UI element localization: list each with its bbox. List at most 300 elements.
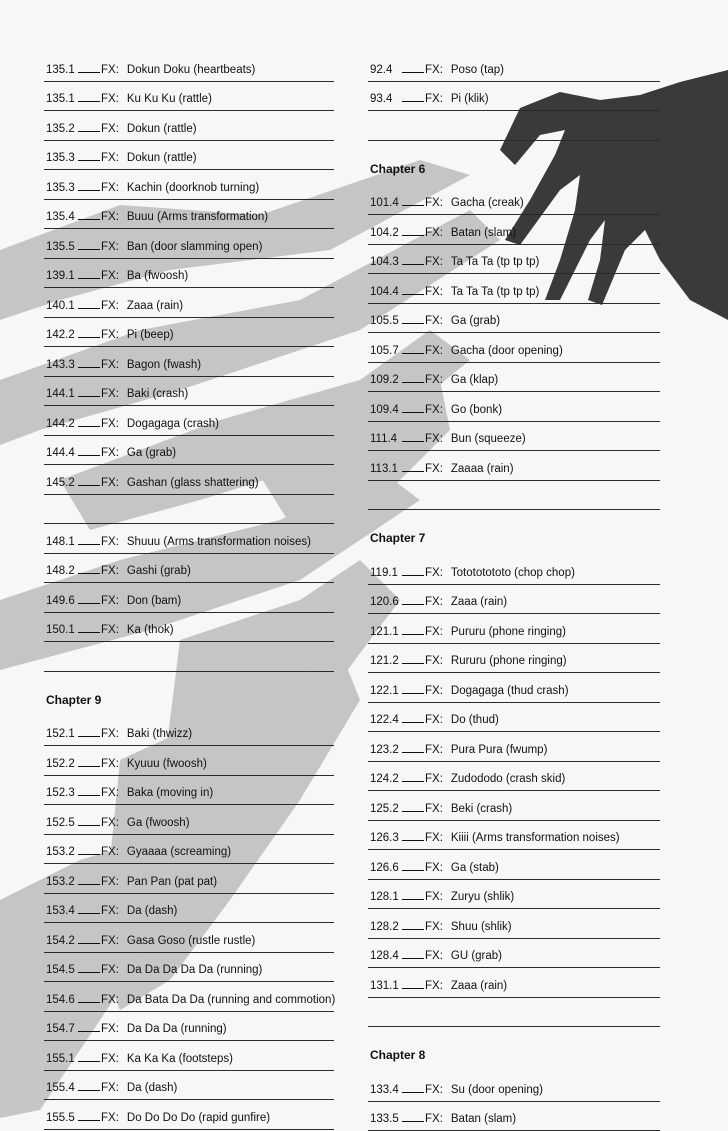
dash-line (78, 884, 100, 885)
fx-row (368, 909, 660, 939)
fx-translation: Pan Pan (pat pat) (127, 876, 217, 889)
page-panel-number: 135.5 (46, 241, 78, 254)
dash-line (78, 603, 100, 604)
dash-line (402, 988, 424, 989)
chapter-heading (44, 672, 334, 717)
fx-translation: Ga (fwoosh) (127, 817, 190, 830)
fx-row (368, 304, 660, 334)
dash-line (402, 412, 424, 413)
fx-label: FX: (425, 286, 443, 299)
fx-label: FX: (101, 270, 119, 283)
page-panel-number: 125.2 (370, 803, 402, 816)
fx-label: FX: (101, 624, 119, 637)
fx-label: FX: (101, 1082, 119, 1095)
fx-translation: Poso (tap) (451, 64, 504, 77)
fx-translation: Kiiii (Arms transformation noises) (451, 832, 620, 845)
fx-label: FX: (425, 463, 443, 476)
dash-line (402, 575, 424, 576)
page-panel-number: 154.6 (46, 994, 78, 1007)
fx-translation: Da (dash) (127, 905, 178, 918)
dash-line (78, 795, 100, 796)
fx-translation: Pi (klik) (451, 93, 489, 106)
fx-label: FX: (101, 418, 119, 431)
page-panel-number: 135.3 (46, 152, 78, 165)
fx-translation: Do (thud) (451, 714, 499, 727)
page-panel-number: 109.4 (370, 404, 402, 417)
fx-row (368, 363, 660, 393)
dash-line (78, 367, 100, 368)
dash-line (78, 766, 100, 767)
fx-label: FX: (425, 773, 443, 786)
fx-row (44, 524, 334, 554)
fx-row (368, 186, 660, 216)
blank-line (368, 481, 660, 511)
dash-line (78, 308, 100, 309)
fx-row (44, 776, 334, 806)
fx-translation: Gashan (glass shattering) (127, 477, 259, 490)
page-panel-number: 109.2 (370, 374, 402, 387)
fx-label: FX: (101, 876, 119, 889)
dash-line (78, 426, 100, 427)
fx-translation: Da Da Da Da Da (running) (127, 964, 263, 977)
page-panel-number: 126.3 (370, 832, 402, 845)
dash-line (78, 1031, 100, 1032)
fx-label: FX: (425, 891, 443, 904)
page-panel-number: 144.2 (46, 418, 78, 431)
fx-row (368, 762, 660, 792)
page-panel-number: 124.2 (370, 773, 402, 786)
fx-row (44, 864, 334, 894)
fx-label: FX: (425, 596, 443, 609)
fx-label: FX: (101, 846, 119, 859)
fx-label: FX: (425, 685, 443, 698)
fx-row (368, 392, 660, 422)
page-panel-number: 154.5 (46, 964, 78, 977)
page-panel-number: 133.5 (370, 1113, 402, 1126)
page-panel-number: 135.4 (46, 211, 78, 224)
fx-label: FX: (101, 300, 119, 313)
dash-line (78, 573, 100, 574)
page-panel-number: 104.3 (370, 256, 402, 269)
dash-line (402, 634, 424, 635)
dash-line (402, 235, 424, 236)
fx-label: FX: (101, 182, 119, 195)
dash-line (402, 72, 424, 73)
fx-translation: Gacha (creak) (451, 197, 524, 210)
dash-line (402, 899, 424, 900)
fx-translation: Pururu (phone ringing) (451, 626, 566, 639)
page-panel-number: 123.2 (370, 744, 402, 757)
fx-translation: Ga (klap) (451, 374, 498, 387)
fx-translation: Baki (crash) (127, 388, 188, 401)
chapter-7-title: Chapter 7 (370, 531, 425, 545)
page-panel-number: 104.2 (370, 227, 402, 240)
blank-line (44, 495, 334, 525)
chapter-heading (368, 510, 660, 555)
fx-label: FX: (425, 93, 443, 106)
fx-label: FX: (101, 817, 119, 830)
fx-translation: Pi (beep) (127, 329, 174, 342)
fx-label: FX: (101, 93, 119, 106)
fx-row (44, 200, 334, 230)
fx-label: FX: (425, 567, 443, 580)
fx-label: FX: (425, 64, 443, 77)
fx-translation: Shuuu (Arms transformation noises) (127, 536, 311, 549)
fx-row (368, 850, 660, 880)
dash-line (78, 219, 100, 220)
fx-label: FX: (425, 714, 443, 727)
blank-line (368, 998, 660, 1028)
fx-label: FX: (101, 123, 119, 136)
page-panel-number: 113.1 (370, 463, 402, 476)
fx-row (368, 82, 660, 112)
fx-translation: Totototototo (chop chop) (451, 567, 575, 580)
page-panel-number: 122.1 (370, 685, 402, 698)
fx-row (44, 82, 334, 112)
fx-row (44, 613, 334, 643)
fx-translation: Gacha (door opening) (451, 345, 563, 358)
page-panel-number: 148.2 (46, 565, 78, 578)
fx-label: FX: (101, 565, 119, 578)
dash-line (402, 264, 424, 265)
chapter-9-title: Chapter 9 (46, 693, 101, 707)
dash-line (78, 943, 100, 944)
page-panel-number: 152.1 (46, 728, 78, 741)
fx-translation: Zaaa (rain) (127, 300, 183, 313)
fx-row (44, 554, 334, 584)
fx-label: FX: (101, 728, 119, 741)
fx-row (44, 406, 334, 436)
dash-line (78, 160, 100, 161)
fx-row (368, 274, 660, 304)
page-panel-number: 105.7 (370, 345, 402, 358)
fx-row (44, 318, 334, 348)
fx-row (44, 583, 334, 613)
page-panel-number: 111.4 (370, 433, 402, 446)
left-column (44, 52, 334, 1130)
page-panel-number: 128.1 (370, 891, 402, 904)
fx-label: FX: (101, 1023, 119, 1036)
dash-line (78, 1002, 100, 1003)
fx-translation: Do Do Do Do (rapid gunfire) (127, 1112, 270, 1125)
dash-line (78, 544, 100, 545)
fx-row (368, 791, 660, 821)
fx-translation: Ga (grab) (127, 447, 176, 460)
page-panel-number: 126.6 (370, 862, 402, 875)
fx-row (44, 288, 334, 318)
fx-translation: Ka Ka Ka (footsteps) (127, 1053, 233, 1066)
fx-translation: Zuryu (shlik) (451, 891, 514, 904)
dash-line (402, 781, 424, 782)
dash-line (402, 929, 424, 930)
fx-translation: Da Da Da (running) (127, 1023, 227, 1036)
fx-translation: Dokun (rattle) (127, 152, 197, 165)
dash-line (402, 663, 424, 664)
dash-line (78, 131, 100, 132)
dash-line (78, 1120, 100, 1121)
page-panel-number: 155.1 (46, 1053, 78, 1066)
fx-translation: Da Bata Da Da (running and commotion) (127, 994, 335, 1007)
fx-label: FX: (425, 950, 443, 963)
fx-translation: Da (dash) (127, 1082, 178, 1095)
page-panel-number: 145.2 (46, 477, 78, 490)
fx-label: FX: (425, 832, 443, 845)
page-panel-number: 149.6 (46, 595, 78, 608)
fx-label: FX: (425, 744, 443, 757)
fx-row (44, 805, 334, 835)
fx-translation: Kyuuu (fwoosh) (127, 758, 207, 771)
fx-row (44, 347, 334, 377)
dash-line (402, 353, 424, 354)
fx-row (44, 717, 334, 747)
fx-translation: Ka (thok) (127, 624, 174, 637)
fx-row (44, 1041, 334, 1071)
fx-row (368, 451, 660, 481)
fx-row (44, 1100, 334, 1130)
fx-label: FX: (425, 227, 443, 240)
dash-line (402, 752, 424, 753)
fx-label: FX: (425, 803, 443, 816)
page-panel-number: 153.2 (46, 876, 78, 889)
fx-translation: GU (grab) (451, 950, 502, 963)
dash-line (402, 101, 424, 102)
fx-row (368, 52, 660, 82)
dash-line (402, 441, 424, 442)
fx-row (368, 614, 660, 644)
page-panel-number: 142.2 (46, 329, 78, 342)
fx-label: FX: (101, 447, 119, 460)
dash-line (78, 1090, 100, 1091)
fx-row (368, 821, 660, 851)
dash-line (78, 972, 100, 973)
fx-row (368, 732, 660, 762)
fx-row (44, 953, 334, 983)
dash-line (402, 1121, 424, 1122)
fx-row (44, 923, 334, 953)
fx-row (368, 1102, 660, 1131)
chapter-8-title: Chapter 8 (370, 1048, 425, 1062)
fx-row (44, 259, 334, 289)
fx-translation: Buuu (Arms transformation) (127, 211, 268, 224)
fx-translation: Zaaa (rain) (451, 980, 507, 993)
fx-label: FX: (101, 758, 119, 771)
fx-label: FX: (101, 787, 119, 800)
page-panel-number: 144.1 (46, 388, 78, 401)
page-panel-number: 139.1 (46, 270, 78, 283)
fx-translation: Beki (crash) (451, 803, 512, 816)
right-column (368, 52, 660, 1131)
fx-row (44, 170, 334, 200)
fx-translation: Dogagaga (thud crash) (451, 685, 569, 698)
fx-row (368, 703, 660, 733)
dash-line (78, 190, 100, 191)
page-panel-number: 128.2 (370, 921, 402, 934)
page-panel-number: 121.1 (370, 626, 402, 639)
fx-row (44, 229, 334, 259)
fx-label: FX: (101, 329, 119, 342)
fx-row (368, 644, 660, 674)
fx-translation: Batan (slam) (451, 227, 516, 240)
page-panel-number: 119.1 (370, 567, 402, 580)
fx-translation: Ga (stab) (451, 862, 499, 875)
fx-translation: Ta Ta Ta (tp tp tp) (451, 256, 539, 269)
page-panel-number: 148.1 (46, 536, 78, 549)
fx-label: FX: (101, 595, 119, 608)
page-panel-number: 93.4 (370, 93, 402, 106)
page-panel-number: 104.4 (370, 286, 402, 299)
fx-row (44, 377, 334, 407)
page-panel-number: 92.4 (370, 64, 402, 77)
dash-line (402, 1092, 424, 1093)
fx-row (44, 111, 334, 141)
dash-line (78, 485, 100, 486)
fx-row (44, 835, 334, 865)
fx-row (368, 422, 660, 452)
dash-line (402, 294, 424, 295)
fx-translation: Shuu (shlik) (451, 921, 512, 934)
fx-list (44, 52, 334, 1130)
dash-line (78, 337, 100, 338)
fx-row (44, 465, 334, 495)
fx-row (44, 746, 334, 776)
fx-translation: Gashi (grab) (127, 565, 191, 578)
dash-line (78, 72, 100, 73)
fx-translation: Ba (fwoosh) (127, 270, 188, 283)
fx-label: FX: (101, 64, 119, 77)
fx-label: FX: (425, 1113, 443, 1126)
fx-translation: Gasa Goso (rustle rustle) (127, 935, 255, 948)
fx-row (368, 968, 660, 998)
fx-translation: Zaaaa (rain) (451, 463, 514, 476)
fx-label: FX: (425, 374, 443, 387)
dash-line (402, 722, 424, 723)
fx-label: FX: (425, 404, 443, 417)
fx-row (368, 673, 660, 703)
fx-label: FX: (101, 211, 119, 224)
fx-row (44, 1012, 334, 1042)
fx-row (44, 894, 334, 924)
fx-label: FX: (425, 433, 443, 446)
dash-line (402, 840, 424, 841)
fx-translation: Batan (slam) (451, 1113, 516, 1126)
fx-translation: Ku Ku Ku (rattle) (127, 93, 212, 106)
page-panel-number: 140.1 (46, 300, 78, 313)
page-panel-number: 143.3 (46, 359, 78, 372)
page-panel-number: 153.4 (46, 905, 78, 918)
fx-translation: Ban (door slamming open) (127, 241, 263, 254)
dash-line (78, 101, 100, 102)
fx-translation: Bun (squeeze) (451, 433, 526, 446)
fx-translation: Zudododo (crash skid) (451, 773, 565, 786)
fx-translation: Su (door opening) (451, 1084, 543, 1097)
fx-label: FX: (101, 388, 119, 401)
dash-line (78, 854, 100, 855)
page-panel-number: 152.3 (46, 787, 78, 800)
fx-label: FX: (101, 536, 119, 549)
chapter-6-title: Chapter 6 (370, 162, 425, 176)
page-panel-number: 154.7 (46, 1023, 78, 1036)
fx-label: FX: (101, 994, 119, 1007)
fx-row (44, 436, 334, 466)
page-panel-number: 144.4 (46, 447, 78, 460)
dash-line (402, 870, 424, 871)
page-panel-number: 154.2 (46, 935, 78, 948)
fx-translation: Dogagaga (crash) (127, 418, 219, 431)
fx-row (44, 1071, 334, 1101)
fx-translation: Pura Pura (fwump) (451, 744, 548, 757)
fx-row (44, 52, 334, 82)
fx-label: FX: (425, 980, 443, 993)
page-panel-number: 122.4 (370, 714, 402, 727)
page-panel-number: 101.4 (370, 197, 402, 210)
fx-label: FX: (101, 1053, 119, 1066)
dash-line (402, 811, 424, 812)
fx-row (368, 245, 660, 275)
fx-label: FX: (425, 315, 443, 328)
dash-line (402, 693, 424, 694)
dash-line (402, 323, 424, 324)
dash-line (78, 825, 100, 826)
dash-line (402, 604, 424, 605)
fx-label: FX: (425, 862, 443, 875)
fx-translation: Dokun Doku (heartbeats) (127, 64, 255, 77)
fx-translation: Don (bam) (127, 595, 181, 608)
dash-line (78, 278, 100, 279)
page-panel-number: 150.1 (46, 624, 78, 637)
dash-line (78, 913, 100, 914)
fx-translation: Go (bonk) (451, 404, 502, 417)
fx-label: FX: (425, 197, 443, 210)
fx-translation: Gyaaaa (screaming) (127, 846, 231, 859)
page-panel-number: 153.2 (46, 846, 78, 859)
fx-translation: Baki (thwizz) (127, 728, 192, 741)
dash-line (78, 396, 100, 397)
page-panel-number: 152.5 (46, 817, 78, 830)
fx-label: FX: (425, 345, 443, 358)
dash-line (402, 471, 424, 472)
fx-row (44, 982, 334, 1012)
fx-translation: Bagon (fwash) (127, 359, 201, 372)
dash-line (402, 382, 424, 383)
fx-row (368, 215, 660, 245)
fx-label: FX: (101, 152, 119, 165)
page-panel-number: 133.4 (370, 1084, 402, 1097)
fx-label: FX: (101, 905, 119, 918)
page-panel-number: 155.5 (46, 1112, 78, 1125)
fx-label: FX: (101, 935, 119, 948)
fx-label: FX: (101, 241, 119, 254)
dash-line (78, 249, 100, 250)
fx-label: FX: (101, 964, 119, 977)
fx-translation: Zaaa (rain) (451, 596, 507, 609)
dash-line (402, 205, 424, 206)
fx-row (368, 880, 660, 910)
chapter-heading (368, 1027, 660, 1072)
page-panel-number: 135.1 (46, 93, 78, 106)
fx-label: FX: (425, 1084, 443, 1097)
fx-label: FX: (101, 1112, 119, 1125)
fx-label: FX: (425, 655, 443, 668)
fx-translation: Rururu (phone ringing) (451, 655, 567, 668)
chapter-heading (368, 141, 660, 186)
page-panel-number: 135.1 (46, 64, 78, 77)
dash-line (402, 958, 424, 959)
fx-row (368, 585, 660, 615)
fx-label: FX: (101, 477, 119, 490)
page-panel-number: 135.2 (46, 123, 78, 136)
fx-row (368, 333, 660, 363)
page-panel-number: 128.4 (370, 950, 402, 963)
